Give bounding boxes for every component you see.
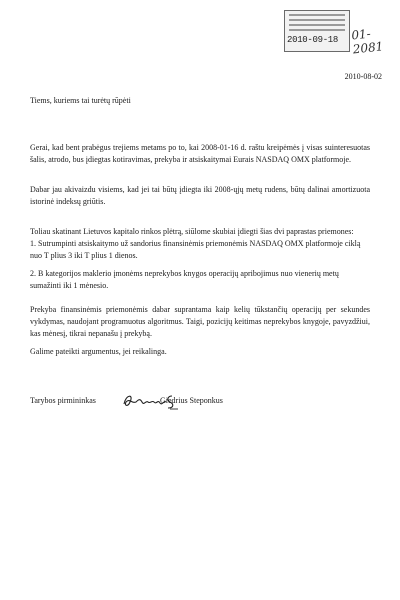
stamp-date: 2010-09-18: [287, 35, 339, 45]
signature-block: [30, 390, 370, 414]
paragraph-2: Dabar jau akivaizdu visiems, kad jei tai būtų įdiegta iki 2008-ųjų metų rudens, būtų dalinai amortizuota istorinė indeksų griūtis.: [30, 185, 370, 206]
handwritten-registration-number: 01-2081: [350, 26, 384, 57]
paragraph-5: Galime pateikti argumentus, jei reikalinga.: [30, 347, 167, 356]
salutation: Tiems, kuriems tai turėtų rūpėti: [30, 96, 131, 105]
signer-title: Tarybos pirmininkas: [30, 396, 96, 405]
paragraph-3: Toliau skatinant Lietuvos kapitalo rinkos plėtrą, siūlome skubiai įdiegti šias dvi paprastas priemones:: [30, 227, 354, 236]
letter-date: 2010-08-02: [344, 72, 382, 81]
stamp-text-lines: [285, 14, 349, 31]
registration-stamp: [284, 10, 350, 52]
paragraph-1: Gerai, kad bent prabėgus trejiems metams po to, kai 2008-01-16 d. raštu kreipėmės į visas suinteresuotas šalis, atrodo, bus įdiegtas kotiravimas, prekyba ir atsiskaitymai Eurais NASDAQ OMX platformoje.: [30, 143, 370, 164]
list-item: 1. Sutrumpinti atsiskaitymo už sandorius finansinėmis priemonėmis NASDAQ OMX platformoje ciklą nuo T plius 3 iki T plius 1 dienos.: [30, 239, 361, 260]
proposal-list: [30, 238, 370, 298]
paragraph-4: Prekyba finansinėmis priemonėmis dabar suprantama kaip kelių tūkstančių operacijų per sekundes vykdymas, naudojant programuotus algoritmus. Taigi, pozicijų keitimas neprekybos knygoje, pavyzdžiui, kas mėnesį, tikrai nepanašu į prekybą.: [30, 305, 370, 338]
signer-name: Giedrius Steponkus: [160, 396, 223, 405]
list-item: 2. B kategorijos maklerio įmonėms neprekybos knygos operacijų apribojimus nuo vienerių metų sumažinti iki 1 mėnesio.: [30, 269, 339, 290]
